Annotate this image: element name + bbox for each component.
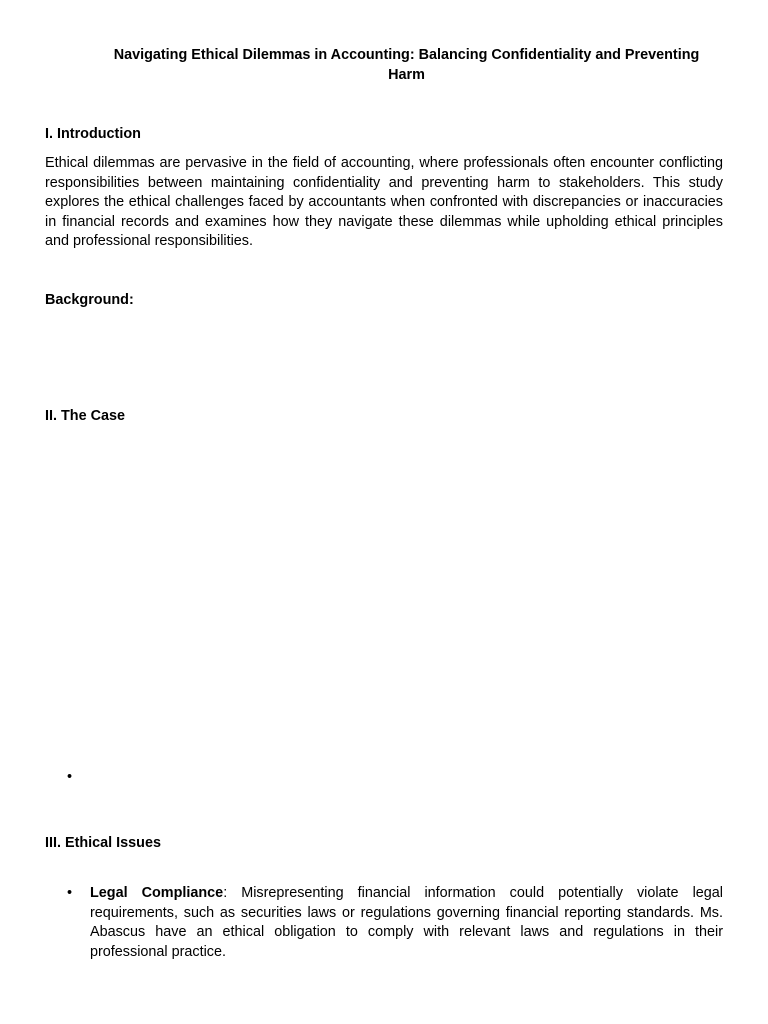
bullet-icon: •: [67, 769, 73, 785]
document-title: [45, 46, 768, 85]
document-title-line-1: Navigating Ethical Dilemmas in Accounting: Balancing Confidentiality and Preventing: [113, 47, 700, 63]
document-title-line-2: Harm: [388, 66, 425, 83]
list-item: [45, 768, 723, 788]
the-case-bullet-list: [45, 768, 723, 788]
background-heading: Background:: [45, 292, 134, 308]
the-case-heading: II. The Case: [45, 408, 125, 424]
list-item: [45, 884, 723, 962]
introduction-paragraph: Ethical dilemmas are pervasive in the field of accounting, where professionals often encounter conflicting responsibilities between maintaining confidentiality and preventing harm to stakeholders. This study explores the ethical challenges faced by accountants when confronted with discrepancies or inaccuracies in financial records and examines how they navigate these dilemmas while upholding ethical principles and professional responsibilities.: [45, 155, 723, 249]
legal-compliance-description: : Misrepresenting financial information could potentially violate legal requirements, such as securities laws or regulations governing financial reporting standards. Ms. Abascus have an ethical obligation to comply with relevant laws and regulations in their professional practice.: [90, 885, 723, 960]
introduction-heading: I. Introduction: [45, 126, 141, 142]
bullet-icon: •: [67, 885, 73, 901]
ethical-issues-bullet-list: [45, 884, 723, 962]
ethical-issues-heading: III. Ethical Issues: [45, 835, 161, 851]
legal-compliance-term: Legal Compliance: [90, 885, 224, 901]
